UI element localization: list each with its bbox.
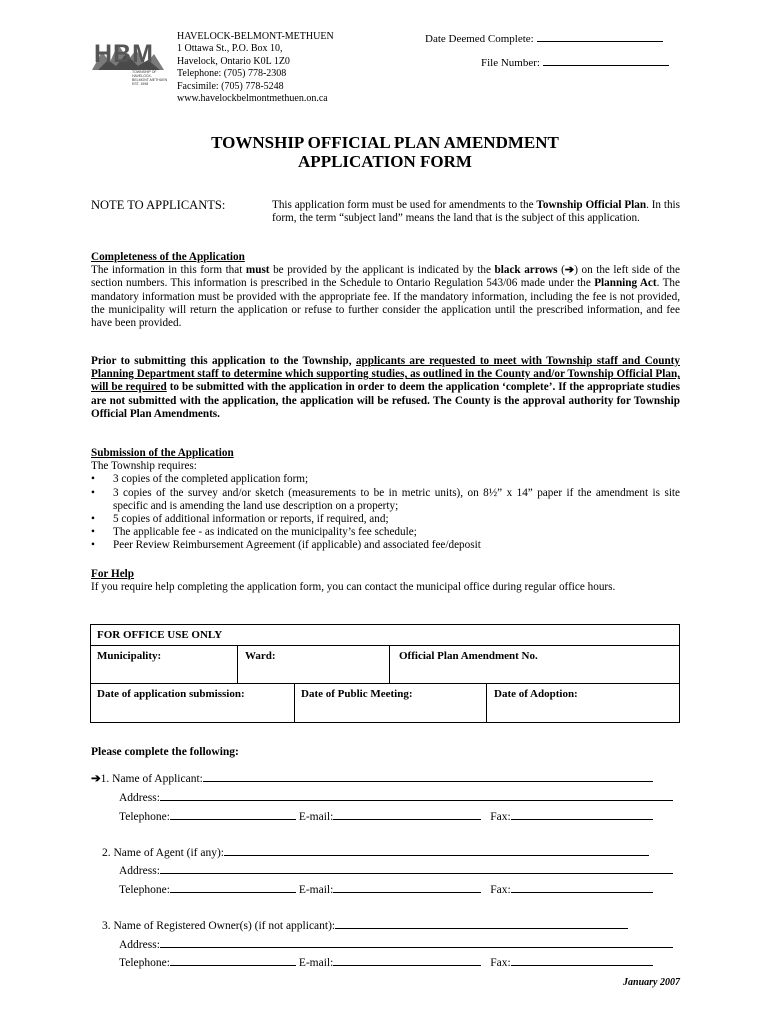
date-deemed-complete-row bbox=[425, 31, 663, 45]
file-number-field[interactable] bbox=[543, 55, 669, 66]
owner-address-row bbox=[119, 937, 673, 952]
note-text-1: This application form must be used for amendments to the bbox=[272, 199, 537, 211]
agent-address-field[interactable] bbox=[160, 863, 673, 874]
municipal-address-block bbox=[177, 31, 334, 105]
note-colon: : bbox=[221, 198, 226, 212]
divider bbox=[389, 645, 390, 683]
list-item: • 3 copies of the survey and/or sketch (measurements to be in metric units), on 8½” x 14” paper if the amendment is site specific and is amending the land use description on a property; bbox=[91, 487, 680, 513]
applicant-contact-row bbox=[119, 809, 653, 824]
owner-email-field[interactable] bbox=[333, 955, 481, 966]
completeness-b2: black arrows bbox=[494, 264, 558, 277]
telephone-label: Telephone: bbox=[119, 957, 170, 969]
org-name: HAVELOCK-BELMONT-METHUEN bbox=[177, 31, 334, 42]
owner-name-row bbox=[102, 918, 628, 933]
divider bbox=[294, 683, 295, 722]
office-use-box bbox=[90, 624, 680, 723]
owner-fax-field[interactable] bbox=[511, 955, 653, 966]
divider bbox=[91, 645, 679, 646]
applicant-address-field[interactable] bbox=[160, 790, 673, 801]
prior-b1: Prior to submitting this application to the Township, bbox=[91, 355, 356, 367]
completeness-body bbox=[91, 264, 680, 330]
list-item: • 5 copies of additional information or reports, if required, and; bbox=[91, 513, 680, 526]
address-label: Address: bbox=[119, 792, 160, 804]
applicant-name-row bbox=[91, 771, 653, 786]
applicant-fax-field[interactable] bbox=[511, 809, 653, 820]
fax-label: Fax: bbox=[490, 884, 511, 896]
date-deemed-field[interactable] bbox=[537, 31, 663, 42]
completeness-heading: Completeness of the Application bbox=[91, 251, 245, 263]
form-title-line-2: APPLICATION FORM bbox=[298, 152, 472, 171]
divider bbox=[237, 645, 238, 683]
date-meeting-cell[interactable]: Date of Public Meeting: bbox=[301, 688, 413, 700]
help-text: If you require help completing the application form, you can contact the municipal office during regular office hours. bbox=[91, 581, 616, 594]
list-item: • Peer Review Reimbursement Agreement (if applicable) and associated fee/deposit bbox=[91, 539, 680, 552]
completeness-t4: ) on the left side of the section numbers. This information is prescribed in the Schedule to Ontario Regulation 543/06 made under the bbox=[91, 264, 680, 290]
ward-cell[interactable]: Ward: bbox=[245, 650, 276, 662]
office-use-title: FOR OFFICE USE ONLY bbox=[97, 629, 223, 641]
completeness-t2: be provided by the applicant is indicated by the bbox=[269, 264, 495, 277]
email-label: E-mail: bbox=[298, 957, 334, 969]
file-number-row bbox=[481, 55, 669, 69]
date-submission-cell[interactable]: Date of application submission: bbox=[97, 688, 245, 700]
fax-label: Fax: bbox=[490, 811, 511, 823]
prior-to-submitting-paragraph bbox=[91, 355, 680, 421]
address-label: Address: bbox=[119, 939, 160, 951]
agent-name-label: 2. Name of Agent (if any): bbox=[102, 847, 224, 859]
owner-contact-row bbox=[119, 955, 653, 970]
submission-list bbox=[91, 473, 680, 552]
note-label: NOTE TO APPLICANTS bbox=[91, 198, 222, 212]
please-complete-heading: Please complete the following: bbox=[91, 746, 239, 758]
prior-b2: to be submitted with the application in order to deem the application ‘complete’. If the appropriate studies are not submitted with the application, the application will be refused. The County is the approval authority for Township Official Plan Amendments. bbox=[91, 381, 680, 420]
fax-label: Fax: bbox=[490, 957, 511, 969]
owner-name-field[interactable] bbox=[335, 918, 628, 929]
website-link[interactable]: www.havelockbelmontmethuen.on.ca bbox=[177, 93, 328, 105]
agent-address-row bbox=[119, 863, 673, 878]
logo-subtext: TOWNSHIP OF HAVELOCK-BELMONT-METHUEN EST. 1998 bbox=[132, 70, 168, 86]
agent-email-field[interactable] bbox=[333, 882, 481, 893]
applicant-telephone-field[interactable] bbox=[170, 809, 296, 820]
completeness-t5: . The mandatory information must be provided with the appropriate fee. If the mandatory information, including the fee is not provided, the municipality will return the application or refuse to further consider the application until the prescribed information, and fee have been provided. bbox=[91, 277, 680, 330]
applicant-name-field[interactable] bbox=[203, 771, 653, 782]
prior-underlined: applicants are requested to meet with Township staff and County Planning Department staff to determine which supporting studies, as outlined in the County and/or Township Official Plan, will be required bbox=[91, 355, 681, 394]
completeness-t1: The information in this form that bbox=[91, 264, 246, 277]
note-to-applicants-label bbox=[91, 198, 225, 213]
agent-name-row bbox=[102, 845, 649, 860]
municipality-cell[interactable]: Municipality: bbox=[97, 650, 162, 662]
note-text bbox=[272, 199, 680, 225]
list-item: • The applicable fee - as indicated on the municipality’s fee schedule; bbox=[91, 526, 680, 539]
applicant-name-label: 1. Name of Applicant: bbox=[100, 773, 203, 785]
address-line-2: Havelock, Ontario K0L 1Z0 bbox=[177, 55, 290, 67]
divider bbox=[91, 683, 679, 684]
divider bbox=[486, 683, 487, 722]
address-label: Address: bbox=[119, 865, 160, 877]
note-text-2: . In this form, the term “subject land” means the land that is the subject of this application. bbox=[272, 199, 681, 225]
agent-telephone-field[interactable] bbox=[170, 882, 296, 893]
completeness-t3: ( bbox=[557, 264, 565, 277]
owner-address-field[interactable] bbox=[160, 937, 673, 948]
agent-fax-field[interactable] bbox=[511, 882, 653, 893]
township-logo bbox=[88, 30, 168, 90]
address-line-1: 1 Ottawa St., P.O. Box 10, bbox=[177, 43, 283, 55]
email-label: E-mail: bbox=[298, 884, 334, 896]
submission-intro: The Township requires: bbox=[91, 460, 197, 473]
telephone: Telephone: (705) 778-2308 bbox=[177, 68, 287, 80]
date-adoption-cell[interactable]: Date of Adoption: bbox=[494, 688, 578, 700]
telephone-label: Telephone: bbox=[119, 884, 170, 896]
black-arrow-icon: ➔ bbox=[564, 264, 575, 277]
agent-contact-row bbox=[119, 882, 653, 897]
help-section bbox=[91, 568, 680, 594]
submission-section bbox=[91, 447, 680, 553]
completeness-b3: Planning Act bbox=[594, 277, 657, 290]
opa-number-cell[interactable]: Official Plan Amendment No. bbox=[399, 650, 538, 662]
completeness-b1: must bbox=[245, 264, 270, 277]
telephone-label: Telephone: bbox=[119, 811, 170, 823]
help-heading: For Help bbox=[91, 568, 134, 580]
note-bold-1: Township Official Plan bbox=[536, 199, 647, 211]
date-deemed-label: Date Deemed Complete: bbox=[425, 33, 534, 45]
submission-heading: Submission of the Application bbox=[91, 447, 234, 459]
footer-date: January 2007 bbox=[623, 977, 680, 988]
owner-name-label: 3. Name of Registered Owner(s) (if not applicant): bbox=[102, 920, 336, 932]
applicant-address-row bbox=[119, 790, 673, 805]
form-title-line-1: TOWNSHIP OFFICIAL PLAN AMENDMENT bbox=[211, 133, 559, 152]
mandatory-arrow-icon: ➔ bbox=[91, 773, 101, 785]
completeness-section bbox=[91, 251, 680, 330]
agent-name-field[interactable] bbox=[224, 845, 649, 856]
file-number-label: File Number: bbox=[481, 57, 540, 69]
logo-text: HBM bbox=[94, 40, 154, 68]
owner-telephone-field[interactable] bbox=[170, 955, 296, 966]
facsimile: Facsimile: (705) 778-5248 bbox=[177, 80, 284, 92]
applicant-email-field[interactable] bbox=[333, 809, 481, 820]
email-label: E-mail: bbox=[298, 811, 334, 823]
list-item: • 3 copies of the completed application form; bbox=[91, 473, 680, 486]
